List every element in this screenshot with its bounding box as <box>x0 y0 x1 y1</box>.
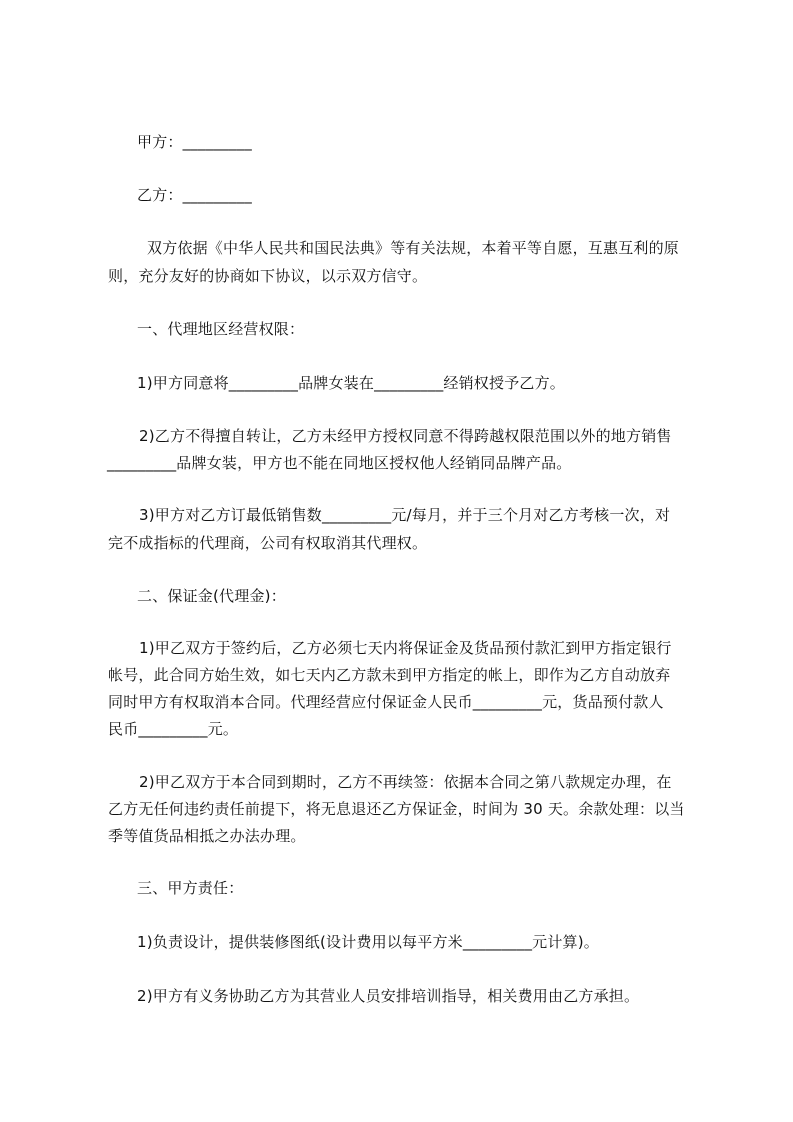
section-2-item-2-line-2: 乙方无任何违约责任前提下，将无息退还乙方保证金，时间为 30 天。余款处理：以当 <box>108 800 685 818</box>
section-2-item-1-line-3: 同时甲方有权取消本合同。代理经营应付保证金人民币_________元，货品预付款人 <box>108 693 664 711</box>
section-1-item-3-line-2: 完不成指标的代理商，公司有权取消其代理权。 <box>108 534 428 552</box>
section-2-item-1-line-1: 1)甲乙双方于签约后，乙方必须七天内将保证金及货品预付款汇到甲方指定银行 <box>139 639 672 657</box>
section-2-item-1-line-2: 帐号，此合同方始生效，如七天内乙方款未到甲方指定的帐上，即作为乙方自动放弃 <box>108 666 671 684</box>
party-b-field: 乙方：_________ <box>137 186 252 204</box>
section-1-item-1: 1)甲方同意将_________品牌女装在_________经销权授予乙方。 <box>137 374 565 392</box>
section-1-item-3-line-1: 3)甲方对乙方订最低销售数_________元/每月，并于三个月对乙方考核一次，对 <box>139 506 671 524</box>
section-2-item-2-line-1: 2)甲乙双方于本合同到期时，乙方不再续签：依据本合同之第八款规定办理，在 <box>139 773 672 791</box>
intro-line-1: 双方依据《中华人民共和国民法典》等有关法规，本着平等自愿，互惠互利的原 <box>147 239 680 257</box>
section-2-item-1-line-4: 民币_________元。 <box>108 720 239 738</box>
section-1-heading: 一、代理地区经营权限： <box>137 320 305 338</box>
section-2-heading: 二、保证金(代理金)： <box>137 587 286 605</box>
section-3-item-2: 2)甲方有义务协助乙方为其营业人员安排培训指导，相关费用由乙方承担。 <box>137 987 640 1005</box>
party-a-field: 甲方：_________ <box>137 133 252 151</box>
intro-line-2: 则，充分友好的协商如下协议，以示双方信守。 <box>108 267 428 285</box>
section-2-item-2-line-3: 季等值货品相抵之办法办理。 <box>108 827 306 845</box>
section-3-heading: 三、甲方责任： <box>137 879 244 897</box>
section-1-item-2-line-2: _________品牌女装，甲方也不能在同地区授权他人经销同品牌产品。 <box>107 454 572 472</box>
section-3-item-1: 1)负责设计，提供装修图纸(设计费用以每平方米_________元计算)。 <box>137 933 600 951</box>
section-1-item-2-line-1: 2)乙方不得擅自转让，乙方未经甲方授权同意不得跨越权限范围以外的地方销售 <box>139 427 672 445</box>
